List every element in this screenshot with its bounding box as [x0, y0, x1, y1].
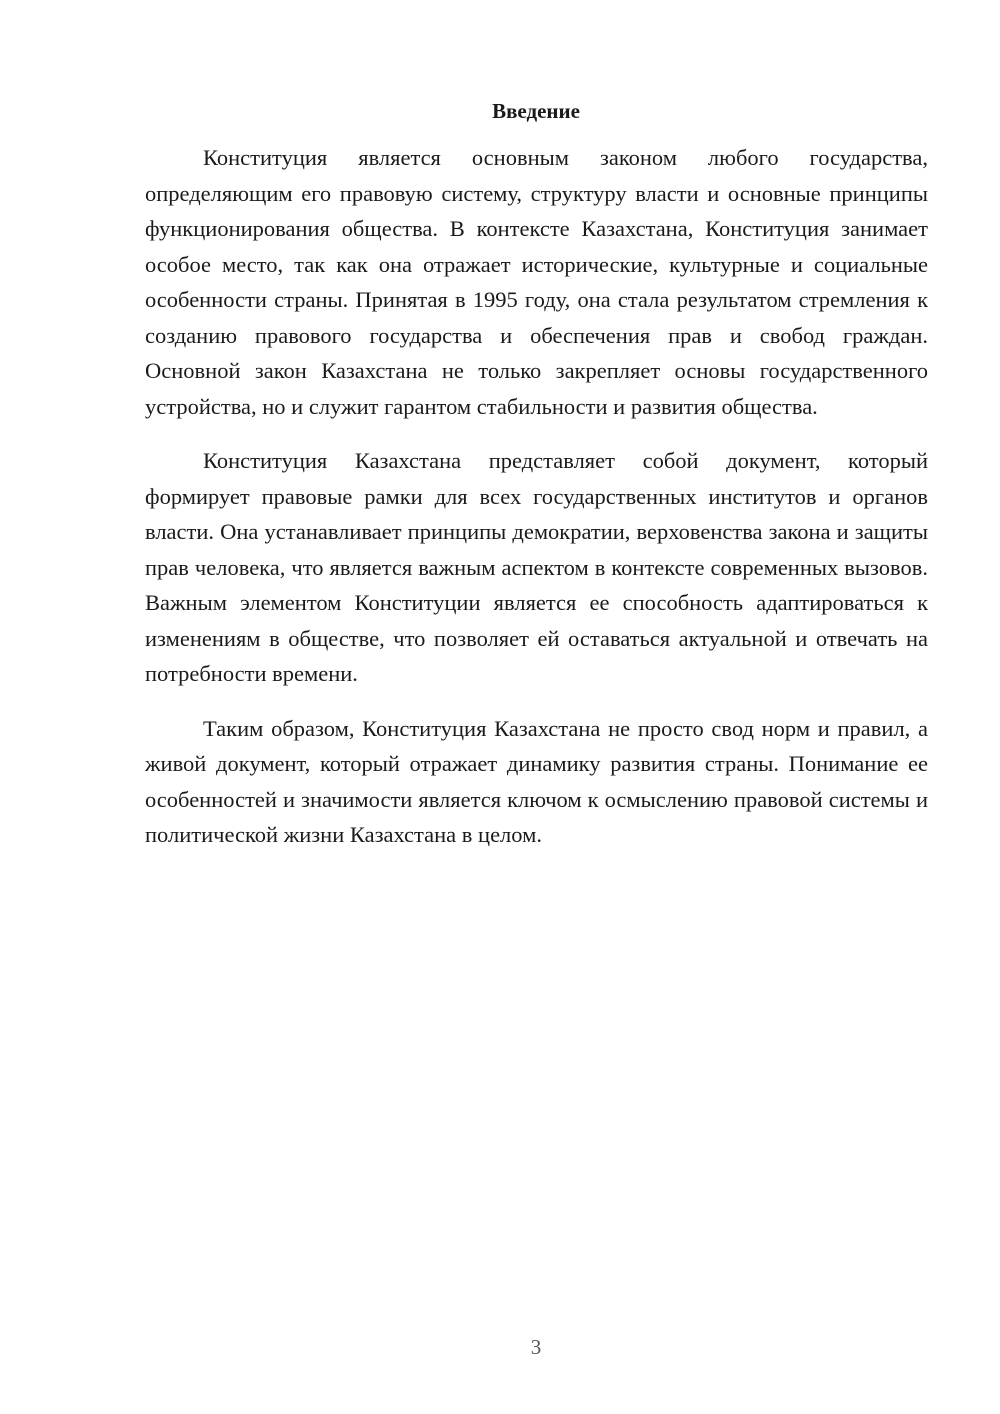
body-text — [145, 140, 928, 853]
paragraph-2: Конституция Казахстана представляет собой документ, который формирует правовые рамки для всех государственных институтов и органов власти. Она устанавливает принципы демократии, верховенства закона и защиты прав человека, что является важным аспектом в контексте современных вызовов. Важным элементом Конституции является ее способность адаптироваться к изменениям в обществе, что позволяет ей оставаться актуальной и отвечать на потребности времени. — [145, 448, 928, 686]
paragraph-3: Таким образом, Конституция Казахстана не просто свод норм и правил, а живой документ, который отражает динамику развития страны. Понимание ее особенностей и значимости является ключом к осмыслению правовой системы и политической жизни Казахстана в целом. — [145, 715, 928, 847]
paragraph-1: Конституция является основным законом любого государства, определяющим его правовую систему, структуру власти и основные принципы функционирования общества. В контексте Казахстана, Конституция занимает особое место, так как она отражает исторические, культурные и социальные особенности страны. Принятая в 1995 году, она стала результатом стремления к созданию правового государства и обеспечения прав и свобод граждан. Основной закон Казахстана не только закрепляет основы государственного устройства, но и служит гарантом стабильности и развития общества. — [145, 145, 928, 419]
section-heading: Введение — [492, 99, 580, 123]
page-number: 3 — [530, 1335, 542, 1359]
